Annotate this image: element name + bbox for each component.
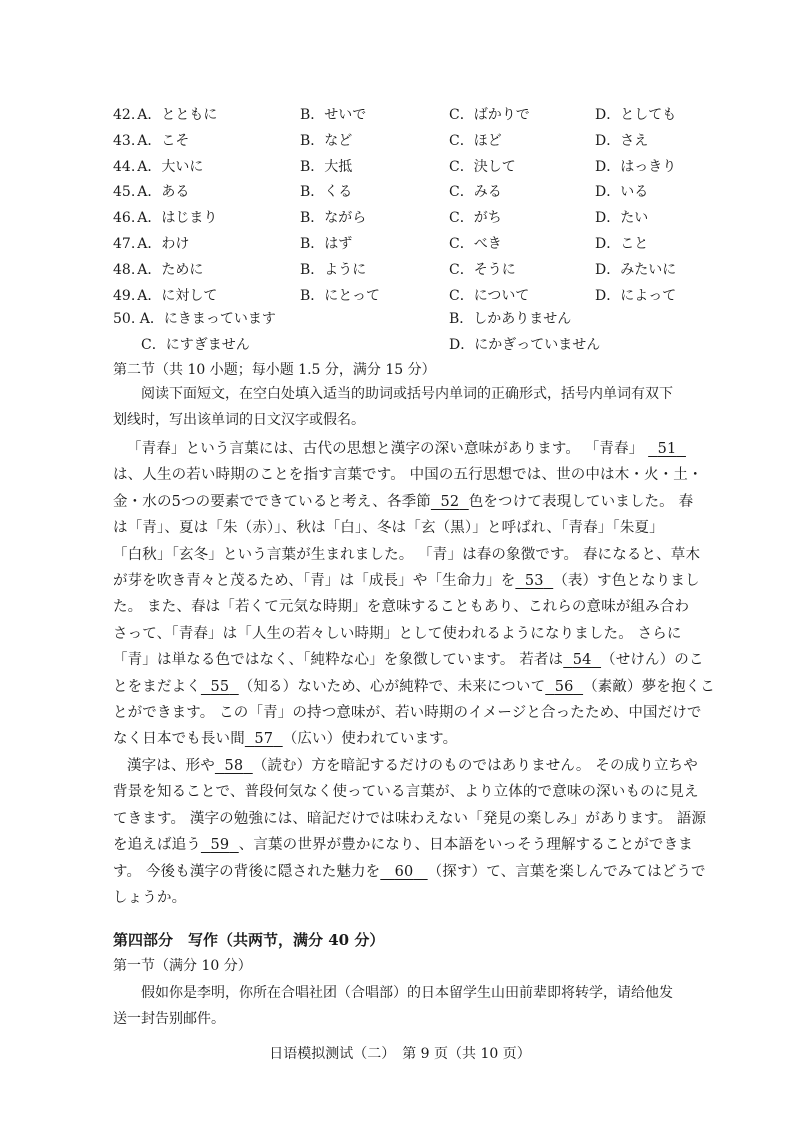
question-number: 44.	[113, 158, 136, 175]
option-b: B．ように	[300, 261, 367, 278]
question-number: 49.	[113, 287, 136, 304]
option-a	[113, 155, 203, 179]
option-a	[113, 103, 217, 127]
option-d: D．いる	[595, 184, 649, 201]
option-a-text: A．とともに	[137, 107, 218, 123]
option-50-c: C．にすぎません	[141, 337, 250, 353]
option-a	[113, 206, 217, 230]
option-b: B．はず	[300, 236, 353, 252]
option-row	[113, 155, 713, 179]
option-b: B．など	[300, 132, 353, 149]
option-b: B．ながら	[300, 210, 367, 227]
option-50-d: D．にかぎっていません	[449, 337, 601, 353]
blank-55: 55	[210, 678, 230, 695]
blank-52: 52	[440, 493, 460, 510]
option-row	[113, 232, 713, 256]
option-d: D．によって	[595, 287, 677, 304]
option-b: B．くる	[300, 184, 353, 201]
option-50-b: B．しかありません	[449, 311, 572, 327]
option-a	[113, 284, 217, 308]
option-d: D．さえ	[595, 132, 649, 149]
option-c: C．そうに	[449, 261, 516, 278]
question-number: 48.	[113, 261, 136, 278]
option-c: C．決して	[449, 158, 516, 175]
question-number: 45.	[113, 184, 136, 201]
question-number: 43.	[113, 132, 136, 149]
question-number: 42.	[113, 107, 136, 123]
question-number: 46.	[113, 210, 136, 227]
option-d: D．はっきり	[595, 158, 677, 175]
option-b: B．にとって	[300, 287, 381, 304]
part4-prompt-line-1: 假如你是李明，你所在合唱社团（合唱部）的日本留学生山田前辈即将转学，请给他发	[141, 985, 673, 1001]
option-d: D．こと	[595, 236, 649, 252]
blank-53: 53	[524, 572, 544, 589]
blank-54: 54	[572, 652, 592, 669]
blank-60: 60	[394, 863, 414, 880]
option-row	[113, 180, 713, 204]
part4-heading: 第四部分 写作（共两节，满分 40 分）	[113, 931, 385, 949]
option-row	[113, 129, 713, 153]
option-b: B．せいで	[300, 107, 367, 123]
option-row	[113, 258, 713, 282]
option-c: C．みる	[449, 184, 502, 201]
section2-instructions	[113, 381, 703, 433]
blank-58: 58	[224, 758, 244, 774]
option-c: C．がち	[449, 210, 502, 227]
section2-heading: 第二节（共 10 小题；每小题 1.5 分，满分 15 分）	[113, 362, 436, 378]
option-c: C．ばかりで	[449, 107, 530, 123]
option-a	[113, 180, 189, 204]
part4-subheading: 第一节（满分 10 分）	[113, 958, 252, 974]
option-a-text: A．ある	[137, 184, 190, 201]
option-b: B．大抵	[300, 158, 353, 175]
option-row-50-2	[113, 333, 713, 357]
option-a-text: A．大いに	[137, 158, 204, 175]
option-c: C．ほど	[449, 132, 502, 149]
option-c: C．べき	[449, 236, 502, 252]
option-a-text: A．こそ	[137, 132, 190, 149]
option-row	[113, 206, 713, 230]
option-a-text: A．わけ	[137, 236, 190, 252]
blank-56: 56	[554, 678, 574, 695]
option-a-text: A．に対して	[137, 287, 218, 304]
option-50-a: 50. A．にきまっています	[113, 311, 276, 327]
option-d: D．たい	[595, 210, 649, 227]
passage-1: 「青春」という言葉には、古代の思想と漢字の深い意味があります。 「青春」 51 は、人生の若い時期のことを指す言葉です。 中国の五行思想では、世の中は木・火・土・ 金・水の5つの要素でできていると考え、各季節 52 色をつけて表現していました。 春 は「青」、夏は「朱（赤）」、秋は「白」、冬は「玄（黒）」と呼ばれ、「青春」「朱夏」 「白秋」「玄冬」という言葉が生まれました。 「青」は春の象徴です。 春になると、草木 が芽を吹き青々と茂るため、「青」は「成長」や「生命力」を 53 （表）す色となりまし た。 また、春は「若くて元気な時期」を意味することもあり、これらの意味が組み合わ さって、「青春」は「人生の若々しい時期」として使われるようになりました。 さらに 「青」は単なる色ではなく、「純粋な心」を象徴しています。 若者は 54 （せけん）のこ とをまだよく 55 （知る）ないため、心が純粋で、未来について 56 （素敵）夢を抱くこ とができます。 この「青」の持つ意味が、若い時期のイメージと合ったため、中国だけで なく日本でも長い間 57 （広い）使われています。	[113, 441, 715, 748]
option-a	[113, 232, 189, 256]
option-a	[113, 258, 203, 282]
option-row-50	[113, 307, 713, 331]
option-a	[113, 129, 189, 153]
passage-2: 漢字は、形や 58 （読む）方を暗記するだけのものではありません。 その成り立ちや 背景を知ることで、普段何気なく使っている言葉が、より立体的で意味の深いものに見え てきます。 漢字の勉強には、暗記だけでは味わえない「発見の楽しみ」があります。 語源 を追えば追う 59 、言葉の世界が豊かになり、日本語をいっそう理解することができま す。 今後も漢字の背後に隠された魅力を 60 （探す）て、言葉を楽しんでみてはどうで しょうか。	[113, 758, 707, 906]
option-row	[113, 284, 713, 308]
question-number: 47.	[113, 236, 136, 252]
option-a-text: A．ために	[137, 261, 204, 278]
instr-line-2: 划线时，写出该单词的日文汉字或假名。	[113, 412, 365, 428]
instr-line-1: 阅读下面短文，在空白处填入适当的助词或括号内单词的正确形式，括号内单词有双下	[141, 386, 673, 402]
option-a-text: A．はじまり	[137, 210, 218, 227]
option-d: D．みたいに	[595, 261, 677, 278]
blank-57: 57	[254, 731, 274, 748]
blank-51: 51	[657, 441, 677, 457]
option-d: D．としても	[595, 107, 677, 123]
option-c: C．について	[449, 287, 530, 304]
blank-59: 59	[210, 837, 230, 854]
page-footer: 日语模拟测试（二） 第 9 页（共 10 页）	[269, 1046, 531, 1062]
option-row	[113, 103, 713, 127]
part4-prompt-line-2: 送一封告别邮件。	[113, 1011, 225, 1027]
